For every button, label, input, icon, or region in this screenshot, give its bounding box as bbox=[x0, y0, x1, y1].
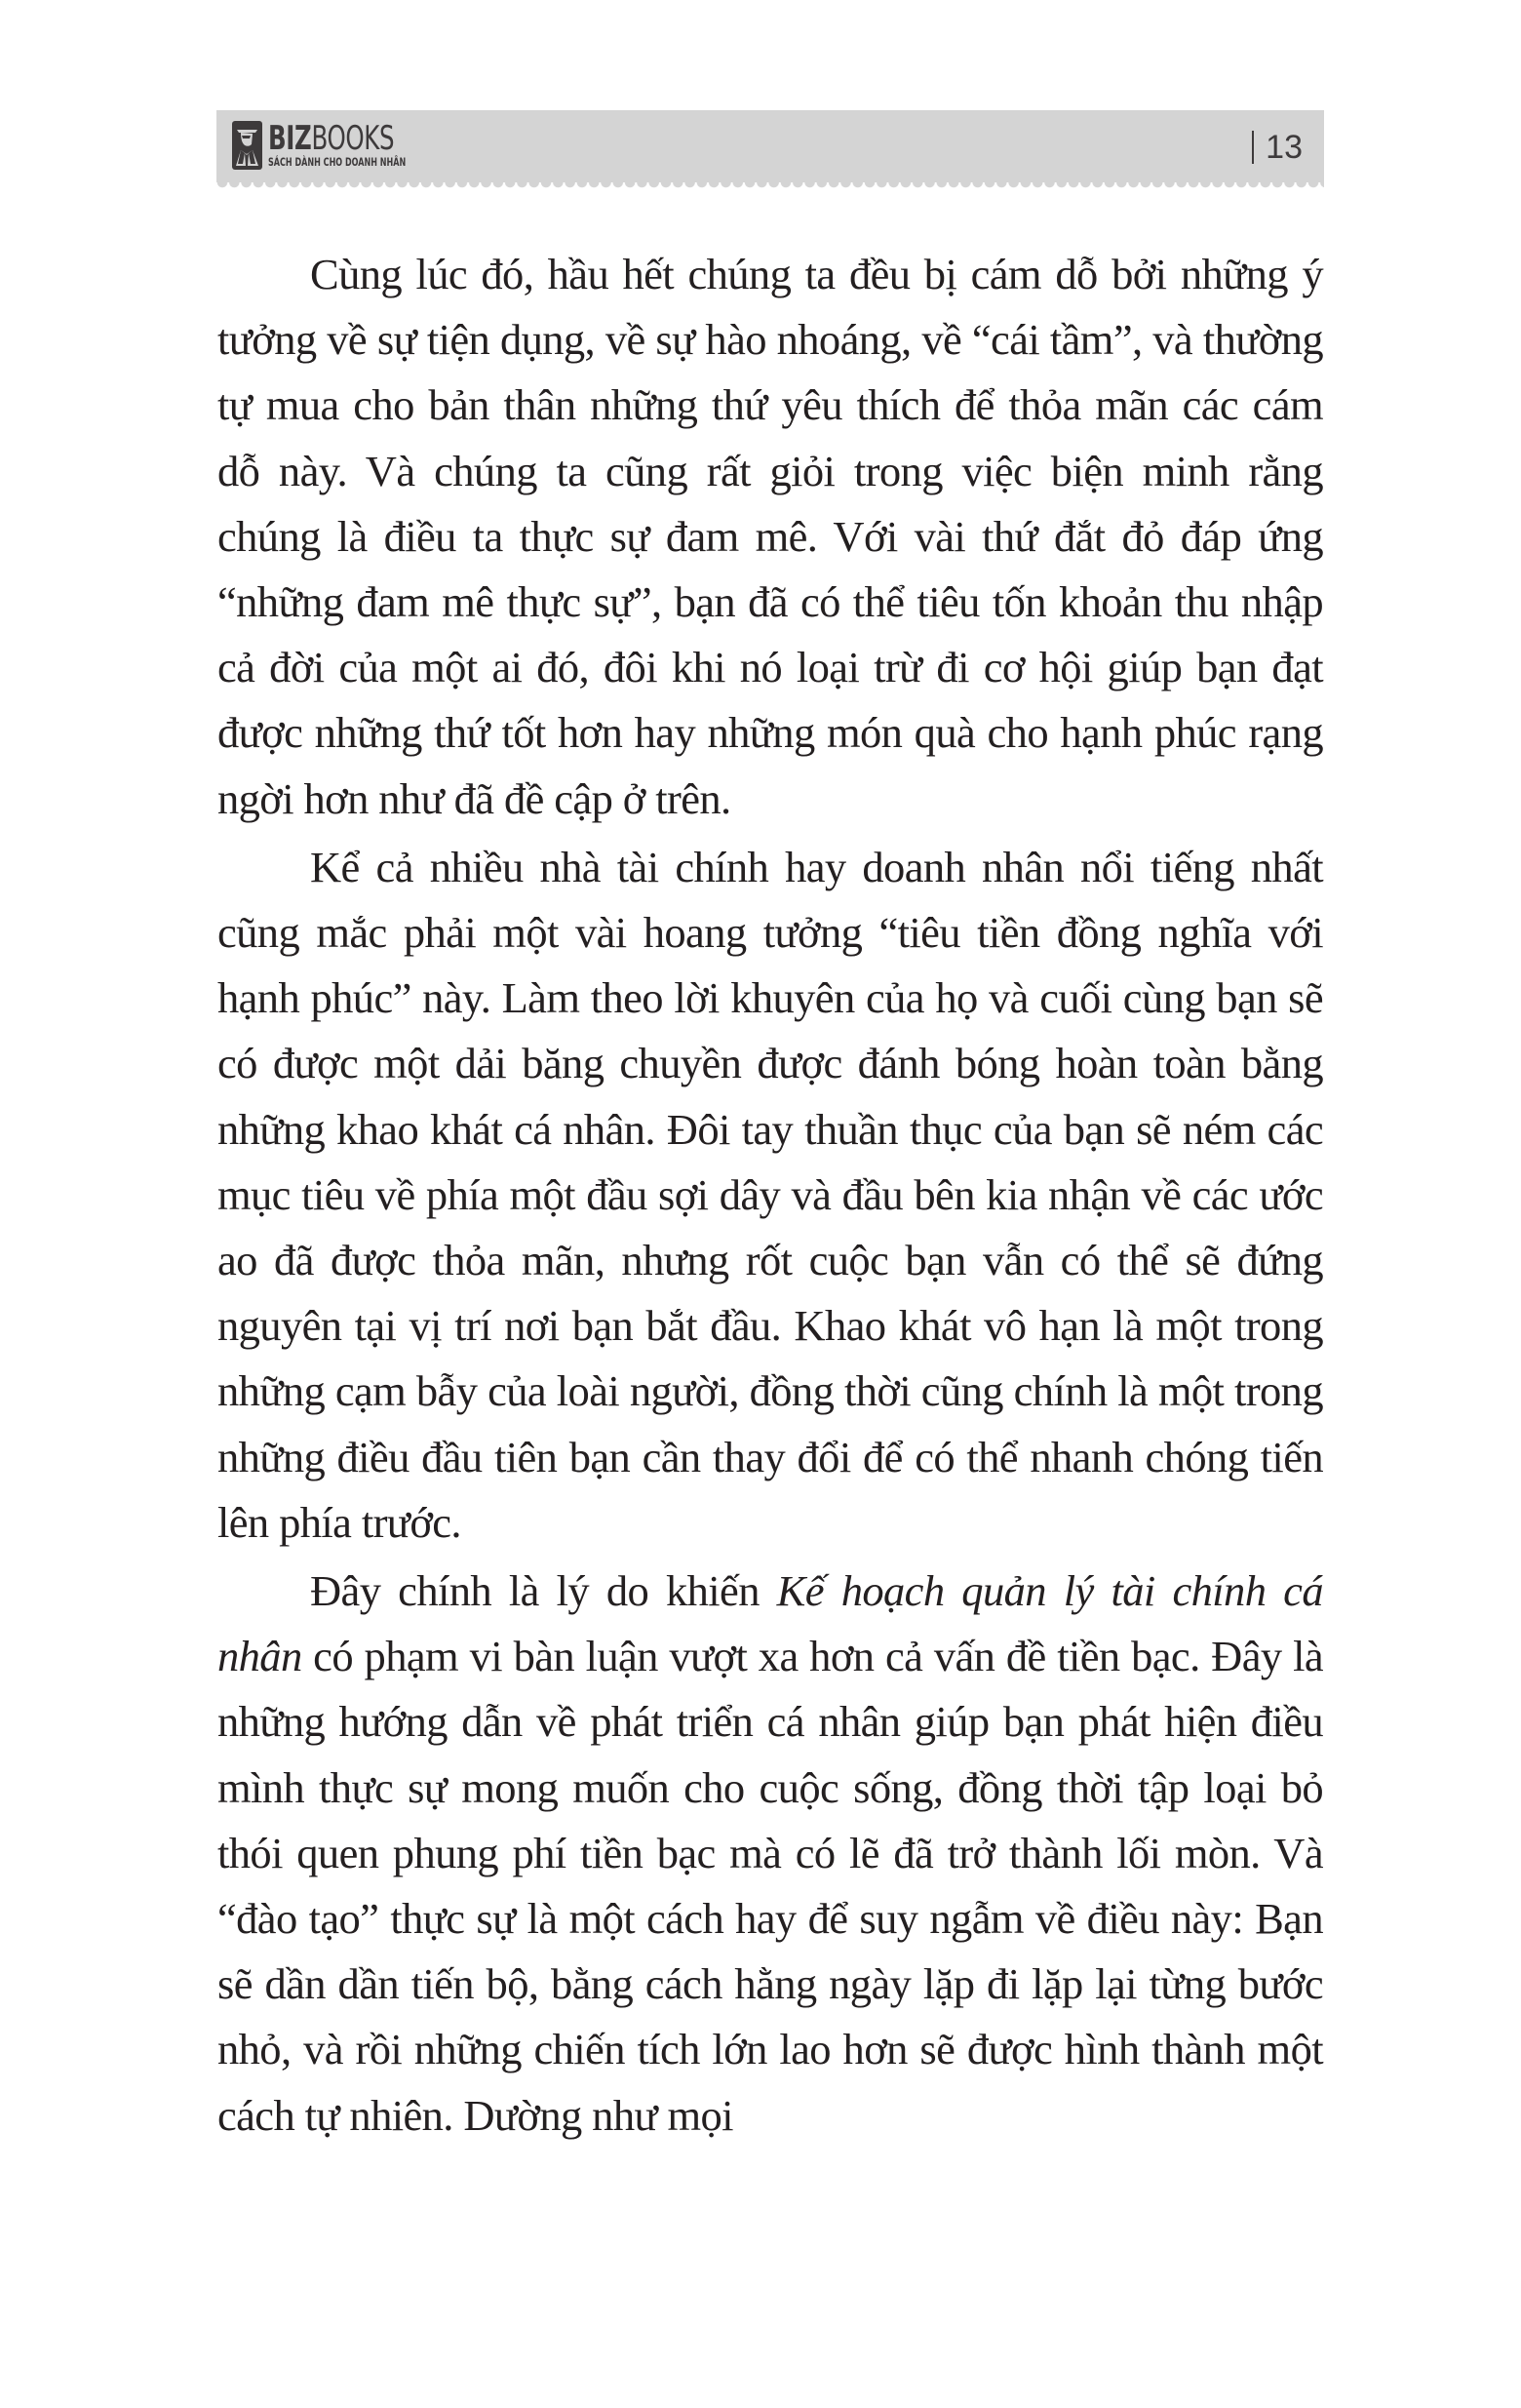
logo-brand-name bbox=[268, 119, 410, 158]
running-header bbox=[216, 110, 1324, 182]
gentleman-logo-icon bbox=[232, 121, 262, 170]
book-title-italic: Kế hoạch quản lý tài chính cá nhân bbox=[217, 1566, 1323, 1681]
logo-tagline: SÁCH DÀNH CHO DOANH NHÂN bbox=[268, 155, 407, 169]
paragraph-2: Kể cả nhiều nhà tài chính hay doanh nhân nổi tiếng nhất cũng mắc phải một vài hoang tưởng “tiêu tiền đồng nghĩa với hạnh phúc” này. Làm theo lời khuyên của họ và cuối cùng bạn sẽ có được một dải băng chuyền được đánh bóng hoàn toàn bằng những khao khát cá nhân. Đôi tay thuần thục của bạn sẽ ném các mục tiêu về phía một đầu sợi dây và đầu bên kia nhận về các ước ao đã được thỏa mãn, nhưng rốt cuộc bạn vẫn có thể sẽ đứng nguyên tại vị trí nơi bạn bắt đầu. Khao khát vô hạn là một trong những cạm bẫy của loài người, đồng thời cũng chính là một trong những điều đầu tiên bạn cần thay đổi để có thể nhanh chóng tiến lên phía trước. bbox=[217, 842, 1323, 1547]
bizbooks-logo bbox=[232, 120, 465, 171]
logo-brand-bold: BIZ bbox=[268, 119, 312, 158]
paragraph-3-rest: có phạm vi bàn luận vượt xa hơn cả vấn đề tiền bạc. Đây là những hướng dẫn về phát triển cá nhân giúp bạn phát hiện điều mình thực sự mong muốn cho cuộc sống, đồng thời tập loại bỏ thói quen phung phí tiền bạc mà có lẽ đã trở thành lối mòn. Và “đào tạo” thực sự là một cách hay để suy ngẫm về điều này: Bạn sẽ dần dần tiến bộ, bằng cách hằng ngày lặp đi lặp lại từng bước nhỏ, và rồi những chiến tích lớn lao hơn sẽ được hình thành một cách tự nhiên. Dường như mọi bbox=[217, 1632, 1323, 2140]
paragraph-3 bbox=[217, 1559, 1323, 2149]
page-separator bbox=[1252, 131, 1254, 164]
logo-brand-light: BOOKS bbox=[311, 119, 395, 158]
page-number-block bbox=[1252, 130, 1303, 165]
body-text bbox=[217, 242, 1323, 2151]
paragraph-3-lead: Đây chính là lý do khiến bbox=[310, 1566, 777, 1616]
paragraph-1: Cùng lúc đó, hầu hết chúng ta đều bị cám dỗ bởi những ý tưởng về sự tiện dụng, về sự hào nhoáng, về “cái tầm”, và thường tự mua cho bản thân những thứ yêu thích để thỏa mãn các cám dỗ này. Và chúng ta cũng rất giỏi trong việc biện minh rằng chúng là điều ta thực sự đam mê. Với vài thứ đắt đỏ đáp ứng “những đam mê thực sự”, bạn đã có thể tiêu tốn khoản thu nhập cả đời của một ai đó, đôi khi nó loại trừ đi cơ hội giúp bạn đạt được những thứ tốt hơn hay những món quà cho hạnh phúc rạng ngời hơn như đã đề cập ở trên. bbox=[217, 250, 1323, 823]
page-number: 13 bbox=[1266, 129, 1303, 166]
